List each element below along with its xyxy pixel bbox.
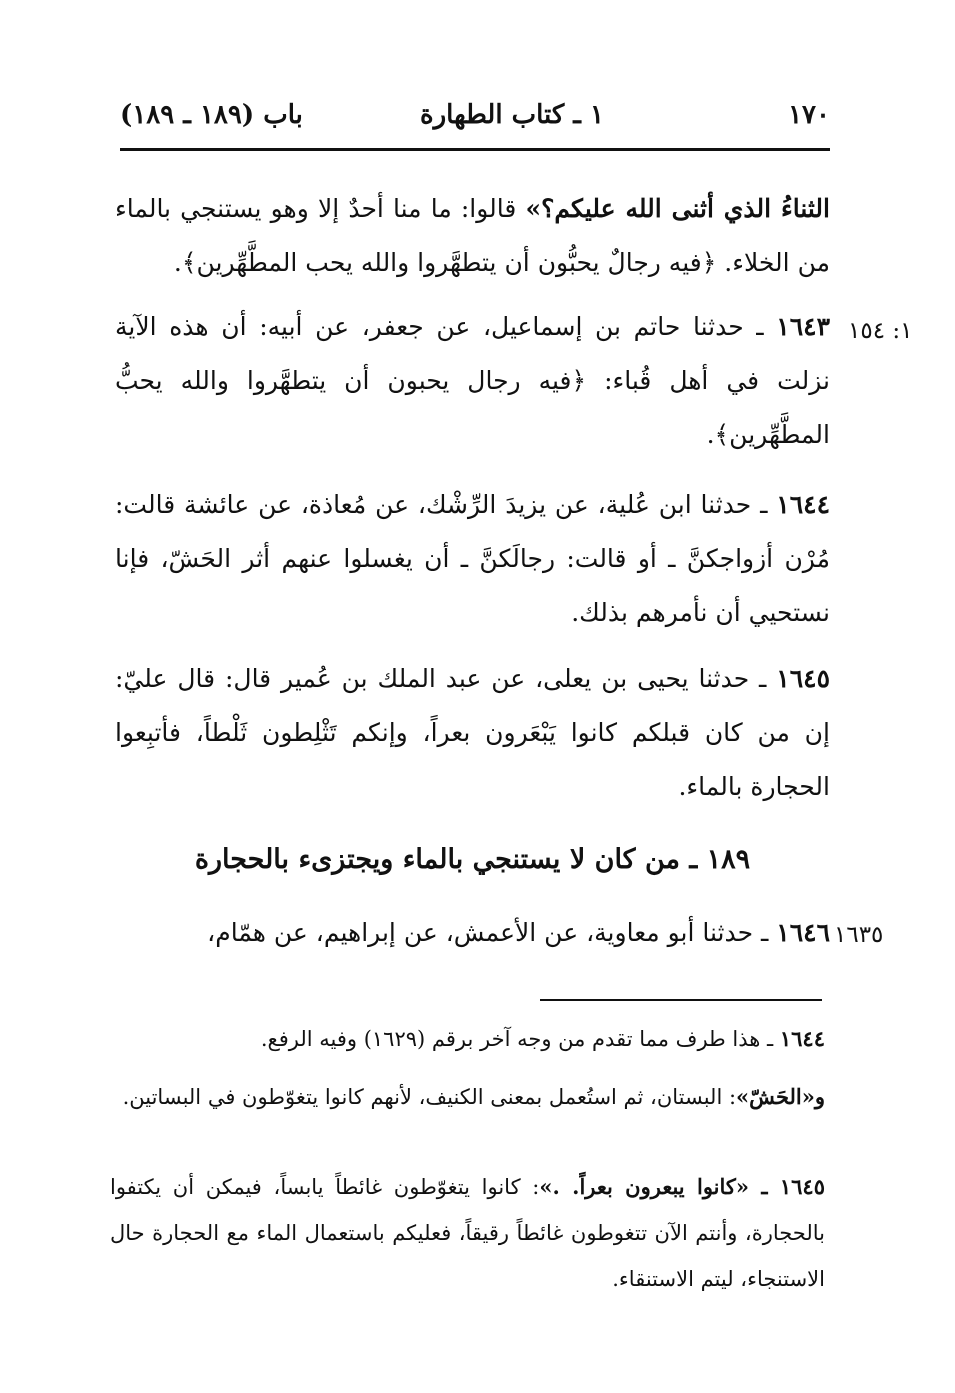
hadith-number: ١٦٤٤ xyxy=(776,490,830,519)
chapter-heading: ١٨٩ ـ من كان لا يستنجي بالماء ويجتزىء بالحجارة xyxy=(194,844,751,875)
hadith-text: ـ حدثنا حاتم بن إسماعيل، عن جعفر، عن أبيه: أن هذه الآية نزلت في أهل قُباء: ﴿فيه رجال يحبون أن يتطهَّروا والله يحبُّ المطَّهِّرين﴾. xyxy=(115,312,830,449)
running-header xyxy=(120,100,830,140)
footnote-text: : كانوا يتغوّطون غائطاً يابساً، فيمكن أن يكتفوا بالحجارة، وأنتم الآن تتغوطون غائطاً رقيقاً، فعليكم باستعمال الماء مع الحجارة حال الاستنجاء، ليتم الاستنقاء. xyxy=(110,1175,825,1291)
hadith-number: ١٦٤٦ xyxy=(776,918,830,947)
hadith-1645 xyxy=(115,652,830,814)
page-number: ١٧٠ xyxy=(788,100,830,130)
margin-reference: ١٦٣٥ xyxy=(834,922,884,948)
hadith-text: ـ حدثنا أبو معاوية، عن الأعمش، عن إبراهيم، عن همّام، xyxy=(207,918,777,947)
hadith-1644 xyxy=(115,478,830,640)
hadith-number: ١٦٤٥ xyxy=(776,664,830,693)
header-rule xyxy=(120,148,830,151)
hadith-1646 xyxy=(115,906,830,960)
hadith-text: ـ حدثنا ابن عُلية، عن يزيدَ الرِّشْك، عن مُعاذة، عن عائشة قالت: مُرْن أزواجكنَّ ـ أو قالت: رجالَكنَّ ـ أن يغسلوا عنهم أثر الحَشّ، فإنا نستحيي أن نأمرهم بذلك. xyxy=(115,490,830,627)
paragraph-continuation xyxy=(115,182,830,290)
footnote-text: : البستان، ثم استُعمل بمعنى الكنيف، لأنهم كانوا يتغوّطون في البساتين. xyxy=(122,1085,737,1109)
hadith-number: ١٦٤٣ xyxy=(776,312,830,341)
hadith-1643 xyxy=(115,300,830,462)
footnote-1645 xyxy=(110,1164,825,1302)
footnote-1644 xyxy=(110,1016,825,1062)
book-title: ١ ـ كتاب الطهارة xyxy=(420,100,604,130)
footnote-term: ـ «كانوا يبعرون بعراً. .» xyxy=(539,1174,780,1199)
footnote-number: ١٦٤٥ xyxy=(779,1174,825,1199)
margin-reference: ١: ١٥٤ xyxy=(848,318,913,344)
footnote-text: ـ هذا طرف مما تقدم من وجه آخر برقم (١٦٢٩) وفيه الرفع. xyxy=(260,1027,780,1051)
hadith-text: ـ حدثنا يحيى بن يعلى، عن عبد الملك بن عُمير قال: قال عليّ: إن من كان قبلكم كانوا يَبْعَرون بعراً، وإنكم تَثْلِطون ثَلْطاً، فأتبِعوا الحجارة بالماء. xyxy=(115,664,830,801)
footnote-term: و«الحَشّ» xyxy=(736,1084,825,1109)
footnote-rule xyxy=(540,999,822,1001)
paragraph-bold-lead: الثناءُ الذي أثنى الله عليكم؟» xyxy=(525,194,830,223)
footnote-hashsh xyxy=(110,1074,825,1120)
footnote-number: ١٦٤٤ xyxy=(779,1026,825,1051)
paragraph-text: قالوا: ما منا أحدٌ إلا وهو يستنجي بالماء من الخلاء. ﴿فيه رجالٌ يحبُّون أن يتطهَّروا والله يحب المطَّهِّرين﴾. xyxy=(115,194,830,277)
section-range: باب (١٨٩ ـ ١٨٩) xyxy=(120,100,303,130)
